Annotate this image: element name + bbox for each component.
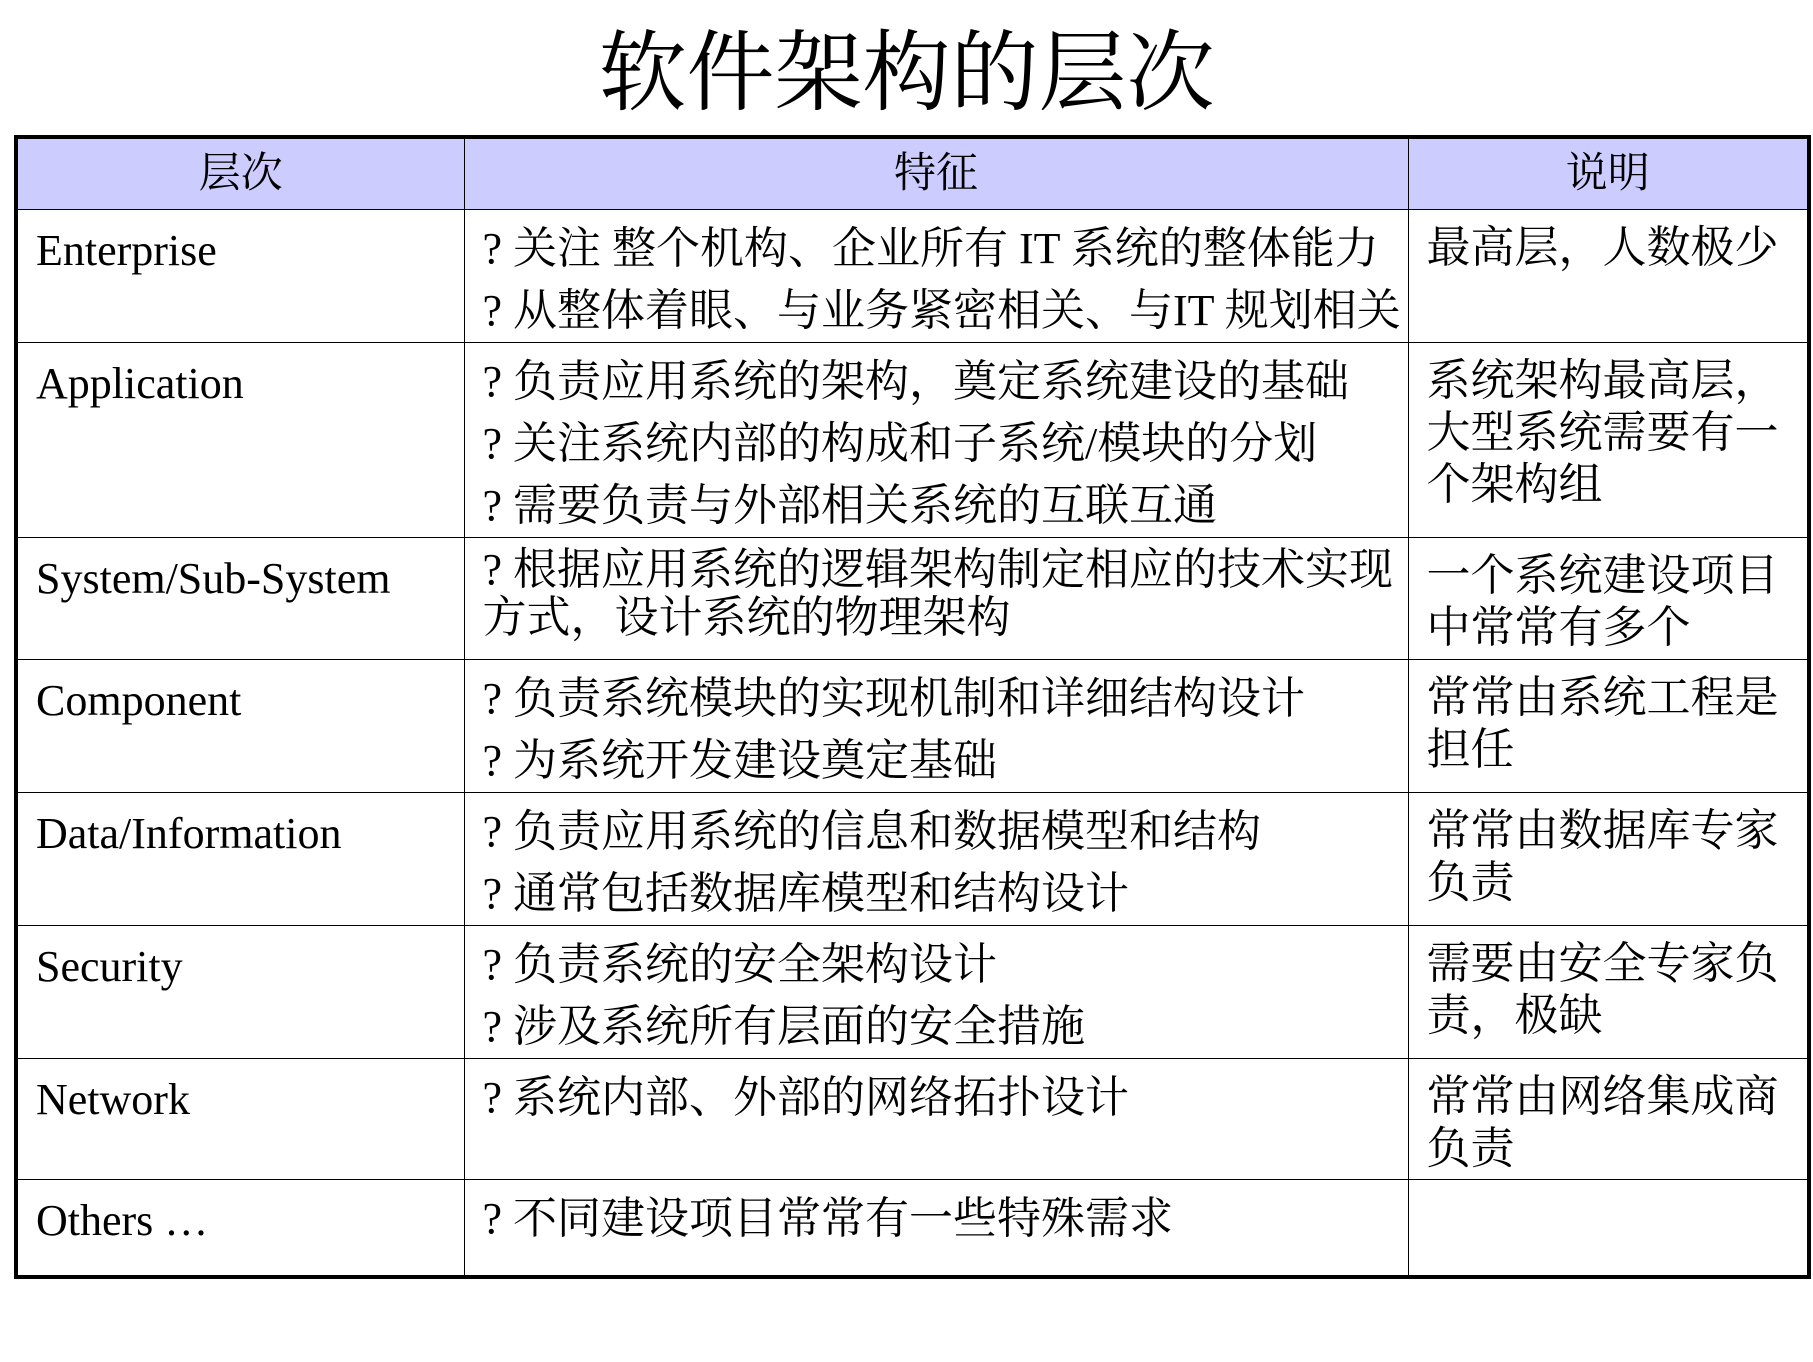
feature-item: ? 不同建设项目常常有一些特殊需求 [482, 1194, 1174, 1243]
note-cell: 常常由网络集成商负责 [1408, 1059, 1809, 1180]
table-row [16, 926, 1809, 1059]
feature-item: ? 根据应用系统的逻辑架构制定相应的技术实现 [482, 545, 1394, 594]
features-cell [464, 343, 1408, 538]
features-cell [464, 793, 1408, 926]
table-row [16, 538, 1809, 660]
note-cell [1408, 1180, 1809, 1277]
note-cell: 常常由数据库专家负责 [1408, 793, 1809, 926]
feature-item: ? 涉及系统所有层面的安全措施 [482, 1002, 1086, 1051]
header-features: 特征 [464, 137, 1408, 210]
level-cell: Others … [16, 1180, 464, 1277]
architecture-levels-table [14, 135, 1811, 1279]
level-cell: Component [16, 660, 464, 793]
feature-item: ? 关注系统内部的构成和子系统/模块的分划 [482, 419, 1318, 468]
feature-item: ? 为系统开发建设奠定基础 [482, 736, 998, 785]
feature-item: ? 负责应用系统的架构，奠定系统建设的基础 [482, 357, 1350, 406]
table-row [16, 793, 1809, 926]
table-header-row [16, 137, 1809, 210]
features-cell [464, 1180, 1408, 1277]
table-row [16, 660, 1809, 793]
level-cell: Enterprise [16, 210, 464, 343]
feature-item: ? 负责应用系统的信息和数据模型和结构 [482, 807, 1262, 856]
features-cell [464, 1059, 1408, 1180]
feature-item: ? 通常包括数据库模型和结构设计 [482, 869, 1130, 918]
note-cell: 常常由系统工程是担任 [1408, 660, 1809, 793]
table-row [16, 1059, 1809, 1180]
page-title: 软件架构的层次 [598, 26, 1215, 123]
level-cell: Data/Information [16, 793, 464, 926]
note-cell: 系统架构最高层，大型系统需要有一个架构组 [1408, 343, 1809, 538]
feature-item: ? 关注 整个机构、企业所有 IT 系统的整体能力 [482, 224, 1379, 273]
feature-item: 方式，设计系统的物理架构 [482, 593, 1011, 642]
features-cell [464, 210, 1408, 343]
features-cell [464, 660, 1408, 793]
level-cell: Network [16, 1059, 464, 1180]
features-cell [464, 926, 1408, 1059]
feature-item: ? 负责系统模块的实现机制和详细结构设计 [482, 674, 1306, 723]
feature-item: ? 负责系统的安全架构设计 [482, 940, 998, 989]
note-cell: 需要由安全专家负责，极缺 [1408, 926, 1809, 1059]
table-row [16, 210, 1809, 343]
header-level: 层次 [16, 137, 464, 210]
level-cell: System/Sub-System [16, 538, 464, 660]
header-notes: 说明 [1408, 137, 1809, 210]
feature-item: ? 需要负责与外部相关系统的互联互通 [482, 481, 1218, 530]
table-row [16, 343, 1809, 538]
level-cell: Security [16, 926, 464, 1059]
table-row [16, 1180, 1809, 1277]
feature-item: ? 从整体着眼、与业务紧密相关、与IT 规划相关 [482, 286, 1401, 335]
features-cell [464, 538, 1408, 660]
note-cell: 一个系统建设项目中常常有多个 [1408, 538, 1809, 660]
note-cell: 最高层，人数极少 [1408, 210, 1809, 343]
level-cell: Application [16, 343, 464, 538]
feature-item: ? 系统内部、外部的网络拓扑设计 [482, 1073, 1130, 1122]
